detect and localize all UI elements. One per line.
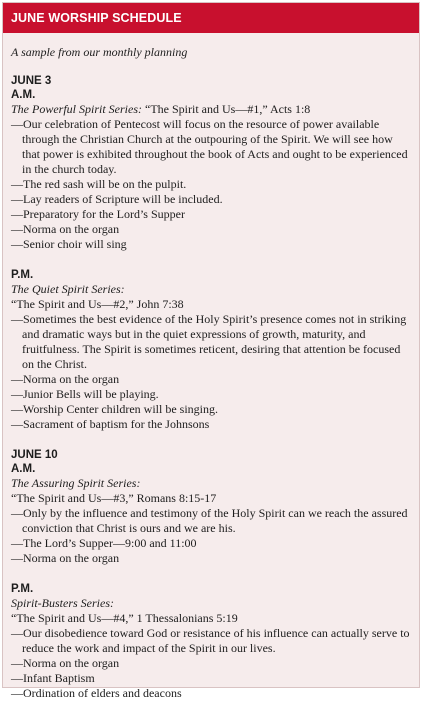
list-item: —Norma on the organ <box>11 551 120 565</box>
list-item: —Only by the influence and testimony of the Holy Spirit can we reach the assured conviction that Christ is ours and we are his. <box>11 506 408 535</box>
list-item: —Sometimes the best evidence of the Holy Spirit’s presence comes not in striking and dramatic ways but in the quiet expressions of growth, maturity, and fruitfulness. The Spirit is sometimes reticent, desiring that attention be focused on the Christ. <box>11 312 407 371</box>
date-heading: JUNE 10 <box>11 449 58 461</box>
schedule-content <box>3 45 419 701</box>
list-item: —Lay readers of Scripture will be included. <box>11 192 223 206</box>
list-item: —Sacrament of baptism for the Johnsons <box>11 417 210 431</box>
date-section-june-10 <box>11 448 411 701</box>
sermon-title: “The Spirit and Us—#1,” Acts 1:8 <box>145 102 311 116</box>
schedule-header <box>3 3 419 33</box>
series-name: Spirit-Busters Series: <box>11 596 114 610</box>
service-am <box>11 88 411 252</box>
service-pm <box>11 582 411 701</box>
sermon-title: “The Spirit and Us—#3,” Romans 8:15-17 <box>11 491 217 505</box>
list-item: —Our celebration of Pentecost will focus on the resource of power available through the Christian Church at the outpouring of the Spirit. We will see how that power is exhibited throughout the book of Acts and ought to be experienced in the church today. <box>11 117 408 176</box>
list-item: —Infant Baptism <box>11 671 95 685</box>
series-name: The Assuring Spirit Series: <box>11 476 141 490</box>
list-item: —Senior choir will sing <box>11 237 127 251</box>
series-line <box>11 102 411 117</box>
list-item: —Our disobedience toward God or resistance of his influence can actually serve to reduce the work and impact of the Spirit in our lives. <box>11 626 410 655</box>
schedule-title: JUNE WORSHIP SCHEDULE <box>11 11 182 25</box>
service-time: A.M. <box>11 463 36 475</box>
list-item: —Ordination of elders and deacons <box>11 686 182 700</box>
list-item: —Preparatory for the Lord’s Supper <box>11 207 185 221</box>
list-item: —Norma on the organ <box>11 656 120 670</box>
date-heading: JUNE 3 <box>11 75 52 87</box>
service-pm <box>11 268 411 432</box>
service-time: P.M. <box>11 269 34 281</box>
sermon-title: “The Spirit and Us—#4,” 1 Thessalonians 5:19 <box>11 611 238 625</box>
list-item: —The Lord’s Supper—9:00 and 11:00 <box>11 536 197 550</box>
list-item: —Norma on the organ <box>11 222 120 236</box>
service-time: P.M. <box>11 583 34 595</box>
list-item: —The red sash will be on the pulpit. <box>11 177 187 191</box>
worship-schedule-panel <box>2 2 420 700</box>
service-am <box>11 462 411 566</box>
date-section-june-3 <box>11 74 411 432</box>
list-item: —Junior Bells will be playing. <box>11 387 159 401</box>
list-item: —Norma on the organ <box>11 372 120 386</box>
series-name: The Powerful Spirit Series: <box>11 102 142 116</box>
intro-text: A sample from our monthly planning <box>11 45 188 59</box>
service-time: A.M. <box>11 89 36 101</box>
list-item: —Worship Center children will be singing. <box>11 402 218 416</box>
series-name: The Quiet Spirit Series: <box>11 282 125 296</box>
sermon-title: “The Spirit and Us—#2,” John 7:38 <box>11 297 184 311</box>
